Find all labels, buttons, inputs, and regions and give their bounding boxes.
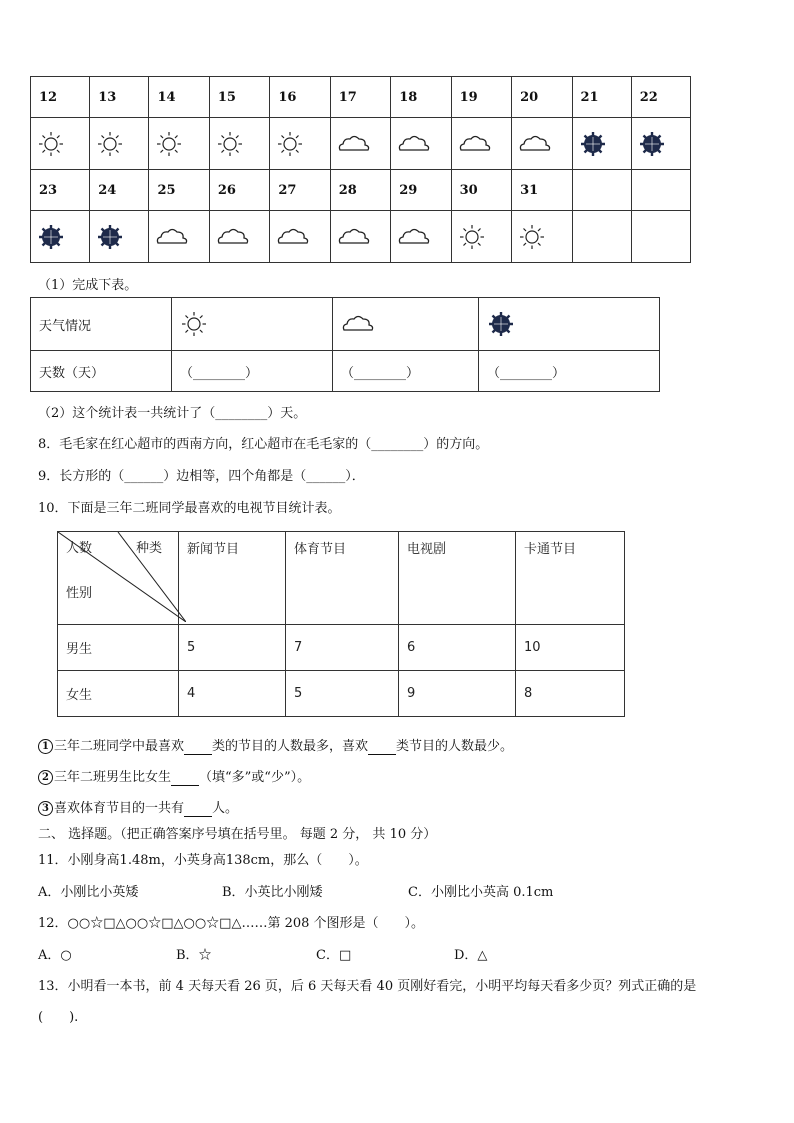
table-cell: 9 [399,671,516,717]
snow-icon [572,118,631,170]
day-number: 31 [512,170,572,211]
table-cell: 8 [516,671,625,717]
question-11: 11．小刚身高1.48m，小英身高138cm，那么（ ）。 [38,853,368,868]
day-number [631,170,690,211]
answer-blank[interactable] [171,770,199,786]
option-c[interactable]: C．小刚比小英高 0.1cm [408,885,554,900]
cloud-icon [333,298,479,351]
table-cell: 4 [179,671,286,717]
column-header: 体育节目 [286,532,399,625]
cloud-icon [330,118,390,170]
snow-icon [90,211,149,263]
question-part-2: （2）这个统计表一共统计了（________）天。 [38,406,307,421]
column-header: 新闻节目 [179,532,286,625]
day-number: 29 [391,170,451,211]
table-cell: 5 [286,671,399,717]
row-label-weather: 天气情况 [31,298,172,351]
table-cell: 7 [286,625,399,671]
sub-question-1: 1 三年二班同学中最喜欢 类的节目的人数最多，喜欢 类节目的人数最少。 [38,735,513,755]
column-header: 卡通节目 [516,532,625,625]
day-number: 19 [451,77,511,118]
day-number: 21 [572,77,631,118]
row-label: 女生 [58,671,179,717]
answer-blank[interactable]: （________） [172,351,333,392]
tv-program-table [57,531,625,717]
row-label: 男生 [58,625,179,671]
question-9: 9．长方形的（______）边相等，四个角都是（______）． [38,469,365,484]
corner-label-gender: 性别 [66,586,93,601]
snow-icon [31,211,90,263]
sun-icon [512,211,572,263]
day-number: 18 [391,77,451,118]
table-cell: 10 [516,625,625,671]
option-a[interactable]: A．小刚比小英矮 [38,885,139,900]
sub-question-2: 2 三年二班男生比女生 （填“多”或“少”）。 [38,766,310,786]
cloud-icon [512,118,572,170]
option-d[interactable]: D．△ [454,948,488,963]
sun-icon [451,211,511,263]
row-label-days: 天数（天） [31,351,172,392]
day-number: 17 [330,77,390,118]
day-number [572,170,631,211]
day-number: 26 [209,170,269,211]
day-number: 16 [270,77,330,118]
diagonal-header-cell [58,532,179,625]
question-part-1: （1）完成下表。 [38,278,138,293]
answer-blank[interactable]: （________） [333,351,479,392]
sun-icon [149,118,209,170]
table-row [58,625,625,671]
day-number: 25 [149,170,209,211]
corner-label-category: 种类 [136,541,163,556]
option-a[interactable]: A．○ [38,948,72,963]
day-number: 27 [270,170,330,211]
day-number: 28 [330,170,390,211]
cloud-icon [451,118,511,170]
sun-icon [31,118,90,170]
option-c[interactable]: C．□ [316,948,352,963]
table-row [58,671,625,717]
day-number: 24 [90,170,149,211]
sun-icon [209,118,269,170]
answer-blank[interactable] [184,739,212,755]
question-8: 8．毛毛家在红心超市的西南方向，红心超市在毛毛家的（________）的方向。 [38,437,489,452]
table-cell: 5 [179,625,286,671]
weather-summary-table [30,297,660,392]
day-number: 23 [31,170,90,211]
cloud-icon [270,211,330,263]
day-number: 15 [209,77,269,118]
sun-icon [270,118,330,170]
sub-question-3: 3 喜欢体育节目的一共有 人。 [38,797,238,817]
cloud-icon [391,211,451,263]
day-number: 22 [631,77,690,118]
question-12: 12．○○☆□△○○☆□△○○☆□△……第 208 个图形是（ ）。 [38,916,425,931]
table-cell: 6 [399,625,516,671]
sun-icon [172,298,333,351]
question-13: 13．小明看一本书，前 4 天每天看 26 页，后 6 天每天看 40 页刚好看完，小明平均每天看多少页？列式正确的是 [38,979,697,994]
empty-cell [572,211,631,263]
question-10: 10．下面是三年二班同学最喜欢的电视节目统计表。 [38,501,341,516]
day-number: 12 [31,77,90,118]
cloud-icon [391,118,451,170]
cloud-icon [330,211,390,263]
answer-blank[interactable] [368,739,396,755]
weather-calendar [30,76,691,263]
day-number: 30 [451,170,511,211]
option-b[interactable]: B．小英比小刚矮 [222,885,323,900]
answer-blank[interactable] [184,801,212,817]
column-header: 电视剧 [399,532,516,625]
cloud-icon [149,211,209,263]
cloud-icon [209,211,269,263]
answer-blank[interactable]: （________） [479,351,660,392]
question-13-answer-paren[interactable]: ( ). [38,1010,79,1025]
option-b[interactable]: B．☆ [176,948,212,963]
day-number: 13 [90,77,149,118]
snow-icon [631,118,690,170]
sun-icon [90,118,149,170]
empty-cell [631,211,690,263]
day-number: 20 [512,77,572,118]
section-heading: 二、 选择题。（把正确答案序号填在括号里。 每题 2 分， 共 10 分） [38,827,437,842]
day-number: 14 [149,77,209,118]
corner-label-count: 人数 [66,541,93,556]
snow-icon [479,298,660,351]
